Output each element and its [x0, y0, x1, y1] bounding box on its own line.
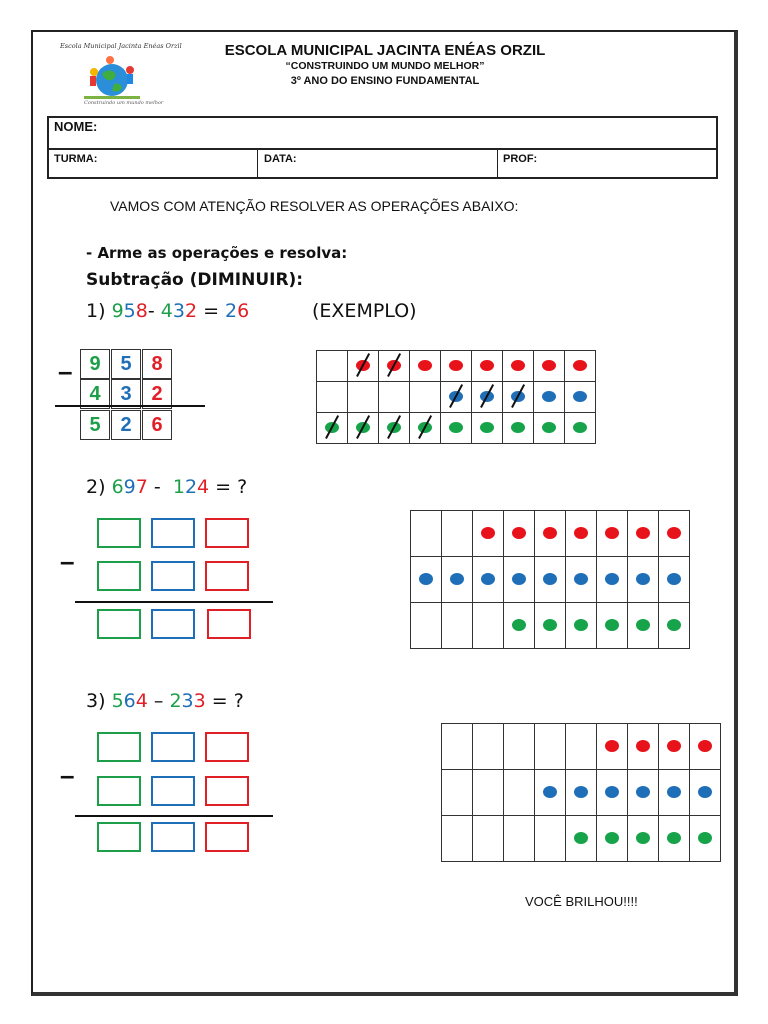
digit: 9 — [111, 300, 124, 322]
blue-counter-dot — [605, 573, 619, 585]
operation-title: Subtração (DIMINUIR): — [86, 270, 304, 290]
red-counter-dot — [605, 527, 619, 539]
blue-counter-dot — [419, 573, 433, 585]
answer-box-tens[interactable] — [151, 609, 195, 639]
problem-number: 1) — [86, 300, 106, 322]
green-counter-dot — [605, 832, 619, 844]
green-counter-dot — [636, 832, 650, 844]
globe-kids-icon — [80, 52, 150, 102]
digit: 9 — [123, 476, 136, 498]
digit-cell: 5 — [111, 349, 141, 379]
school-name: ESCOLA MUNICIPAL JACINTA ENÉAS ORZIL — [224, 42, 546, 59]
digit: 4 — [197, 476, 210, 498]
result-line — [55, 405, 205, 407]
answer-box-tens[interactable] — [151, 518, 195, 548]
problem-2-equation — [86, 476, 247, 498]
blue-counter-dot — [574, 573, 588, 585]
red-counter-dot — [480, 360, 494, 371]
logo-text-bottom: Construindo um mundo melhor — [84, 100, 164, 106]
logo-text-top: Escola Municipal Jacinta Enéas Orzil — [60, 42, 182, 50]
instruction-text: VAMOS COM ATENÇÃO RESOLVER AS OPERAÇÕES ABAIXO: — [110, 198, 519, 214]
divider — [497, 150, 498, 179]
grid-cell — [441, 815, 473, 862]
problem-1-equation — [86, 300, 249, 322]
blue-counter-dot — [605, 786, 619, 798]
closing-message: VOCÊ BRILHOU!!!! — [525, 894, 638, 909]
green-counter-dot — [667, 832, 681, 844]
blue-counter-dot — [698, 786, 712, 798]
answer-box-tens[interactable] — [151, 776, 195, 806]
answer-box-units[interactable] — [205, 561, 249, 591]
digit: 2 — [184, 300, 198, 322]
grid-cell — [472, 723, 504, 770]
grid-cell — [441, 769, 473, 816]
blue-counter-dot — [543, 573, 557, 585]
grid-cell — [441, 602, 473, 649]
red-counter-dot — [542, 360, 556, 371]
grid-cell — [347, 381, 379, 413]
answer-box-units[interactable] — [205, 518, 249, 548]
name-label: NOME: — [54, 119, 98, 134]
red-counter-dot — [512, 527, 526, 539]
grade-level: 3º ANO DO ENSINO FUNDAMENTAL — [290, 75, 480, 87]
blue-counter-dot — [574, 786, 588, 798]
digit-cell: 8 — [142, 349, 172, 379]
teacher-label: PROF: — [503, 153, 538, 165]
red-counter-dot — [543, 527, 557, 539]
digit-cell: 6 — [142, 410, 172, 440]
minus-sign: – — [60, 546, 75, 576]
red-counter-dot — [667, 527, 681, 539]
red-counter-dot — [605, 740, 619, 752]
example-tag: (EXEMPLO) — [312, 300, 417, 322]
unknown-result: ? — [233, 690, 244, 712]
operator: - — [153, 476, 161, 498]
grid-cell — [534, 723, 566, 770]
digit-cell: 5 — [80, 410, 110, 440]
digit: 6 — [111, 476, 124, 498]
grid-cell — [472, 602, 504, 649]
green-counter-dot — [512, 619, 526, 631]
green-counter-dot — [573, 422, 587, 433]
grid-cell — [534, 815, 566, 862]
digit: 7 — [135, 476, 148, 498]
blue-counter-dot — [512, 573, 526, 585]
problem-number: 3) — [86, 690, 106, 712]
digit: 2 — [169, 690, 182, 712]
digit: 5 — [123, 300, 136, 322]
grid-cell — [472, 815, 504, 862]
grid-cell — [410, 510, 442, 557]
grid-cell — [503, 815, 535, 862]
green-counter-dot — [480, 422, 494, 433]
answer-box-units[interactable] — [205, 776, 249, 806]
red-counter-dot — [449, 360, 463, 371]
grid-cell — [441, 723, 473, 770]
digit: 6 — [123, 690, 136, 712]
digit: 5 — [111, 690, 124, 712]
green-counter-dot — [636, 619, 650, 631]
grid-cell — [409, 381, 441, 413]
class-label: TURMA: — [54, 153, 98, 165]
grid-cell — [316, 381, 348, 413]
digit: 4 — [135, 690, 148, 712]
school-logo — [60, 42, 180, 110]
school-motto: “CONSTRUINDO UM MUNDO MELHOR” — [285, 60, 485, 72]
digit: 8 — [135, 300, 148, 322]
green-counter-dot — [511, 422, 525, 433]
digit-cell: 4 — [80, 379, 110, 409]
digit-cell: 2 — [142, 379, 172, 409]
red-counter-dot — [481, 527, 495, 539]
grid-cell — [565, 723, 597, 770]
green-counter-dot — [574, 832, 588, 844]
blue-counter-dot — [636, 573, 650, 585]
name-row[interactable] — [49, 118, 716, 150]
red-counter-dot — [511, 360, 525, 371]
divider — [257, 150, 258, 179]
blue-counter-dot — [481, 573, 495, 585]
problem-number: 2) — [86, 476, 106, 498]
red-counter-dot — [418, 360, 432, 371]
problem-3-equation — [86, 690, 244, 712]
grid-cell — [410, 602, 442, 649]
answer-box-hundreds[interactable] — [97, 561, 141, 591]
answer-box-tens[interactable] — [151, 561, 195, 591]
result-line — [75, 601, 273, 603]
blue-counter-dot — [667, 573, 681, 585]
green-counter-dot — [698, 832, 712, 844]
red-counter-dot — [574, 527, 588, 539]
green-counter-dot — [574, 619, 588, 631]
grid-cell — [378, 381, 410, 413]
digit-cell: 9 — [80, 349, 110, 379]
blue-counter-dot — [542, 391, 556, 402]
task-subtitle: - Arme as operações e resolva: — [86, 244, 348, 262]
digit: 1 — [172, 476, 185, 498]
answer-box-units[interactable] — [205, 822, 249, 852]
operator: – — [153, 690, 164, 712]
green-counter-dot — [449, 422, 463, 433]
red-counter-dot — [573, 360, 587, 371]
red-counter-dot — [667, 740, 681, 752]
digit: 3 — [172, 300, 185, 322]
answer-box-hundreds[interactable] — [97, 822, 141, 852]
answer-box-hundreds[interactable] — [97, 776, 141, 806]
answer-box-tens[interactable] — [151, 822, 195, 852]
green-counter-dot — [667, 619, 681, 631]
grid-cell — [503, 723, 535, 770]
equals-sign: = — [203, 300, 219, 322]
digit: 2 — [225, 300, 238, 322]
answer-box-tens[interactable] — [151, 732, 195, 762]
answer-box-units[interactable] — [207, 609, 251, 639]
equals-sign: = — [211, 690, 228, 712]
digit-cell: 3 — [111, 379, 141, 409]
date-label: DATA: — [264, 153, 297, 165]
unknown-result: ? — [237, 476, 248, 498]
grid-cell — [472, 769, 504, 816]
equals-sign: = — [215, 476, 232, 498]
operator: - — [147, 300, 155, 322]
result-line — [75, 815, 273, 817]
blue-counter-dot — [573, 391, 587, 402]
blue-counter-dot — [667, 786, 681, 798]
grid-cell — [503, 769, 535, 816]
digit: 3 — [193, 690, 206, 712]
digit: 6 — [237, 300, 250, 322]
grid-cell — [441, 510, 473, 557]
green-counter-dot — [605, 619, 619, 631]
digit: 4 — [160, 300, 173, 322]
answer-box-hundreds[interactable] — [97, 732, 141, 762]
minus-sign: – — [58, 356, 73, 386]
digit: 2 — [184, 476, 198, 498]
answer-box-hundreds[interactable] — [97, 518, 141, 548]
student-info-table — [47, 116, 718, 179]
answer-box-units[interactable] — [205, 732, 249, 762]
green-counter-dot — [542, 422, 556, 433]
blue-counter-dot — [543, 786, 557, 798]
red-counter-dot — [698, 740, 712, 752]
blue-counter-dot — [636, 786, 650, 798]
digit: 3 — [181, 690, 194, 712]
blue-counter-dot — [450, 573, 464, 585]
grid-cell — [316, 350, 348, 382]
answer-box-hundreds[interactable] — [97, 609, 141, 639]
red-counter-dot — [636, 527, 650, 539]
minus-sign: – — [60, 760, 75, 790]
green-counter-dot — [543, 619, 557, 631]
digit-cell: 2 — [111, 410, 141, 440]
red-counter-dot — [636, 740, 650, 752]
